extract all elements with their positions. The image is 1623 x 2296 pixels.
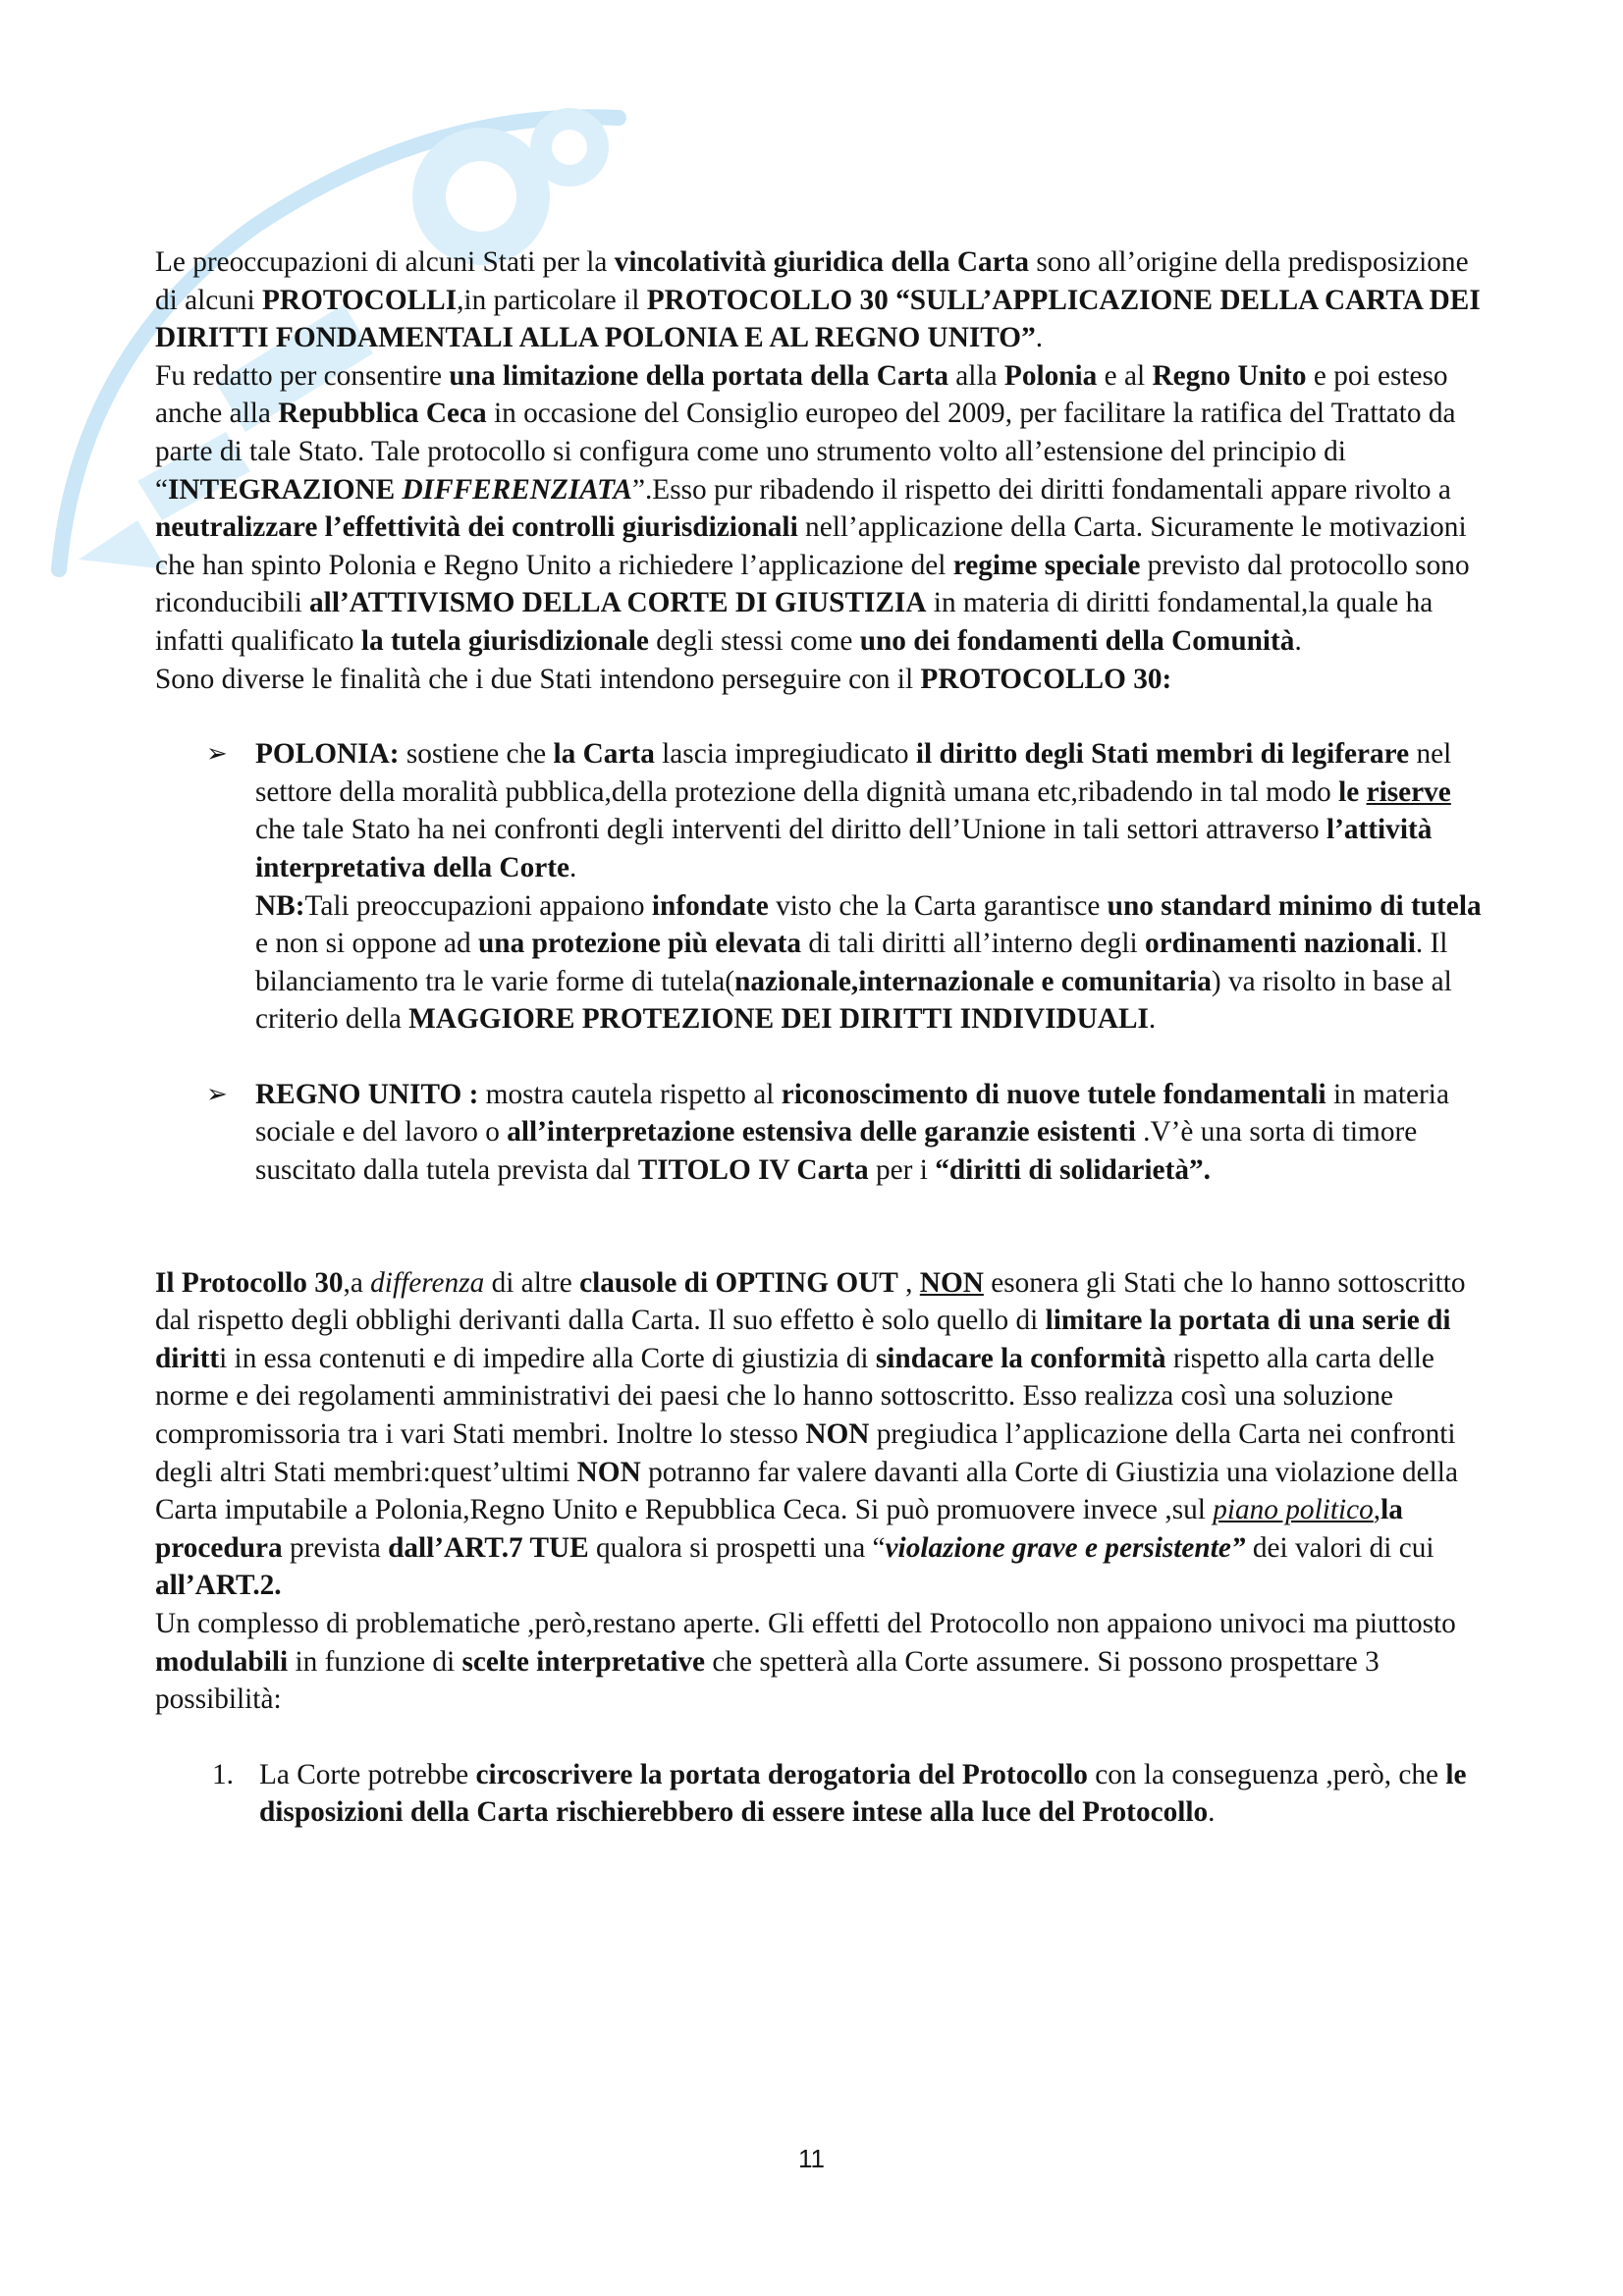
possibilities-list [155, 1756, 1483, 1832]
paragraph-aims: Sono diverse le finalità che i due Stati intendono perseguire con il PROTOCOLLO 30: [155, 663, 1172, 695]
paragraph-intro: Le preoccupazioni di alcuni Stati per la vincolatività giuridica della Carta sono all’origine della predisposizione di alcuni PROTOCOLLI,in particolare il PROTOCOLLO 30 “SULL’APPLICAZIONE DELLA CARTA DEI DIRITTI FONDAMENTALI ALLA POLONIA E AL REGNO UNITO”. [155, 246, 1481, 354]
list-number: 1. [212, 1758, 234, 1790]
page-number: 11 [798, 2144, 825, 2173]
paragraph-protocol-purpose: Fu redatto per consentire una limitazione della portata della Carta alla Polonia e al Regno Unito e poi esteso anche alla Repubblica Ceca in occasione del Consiglio europeo del 2009, per facilitare la ratifica del Trattato da parte di tale Stato. Tale protocollo si configura come uno strumento volto all’estensione del principio di “INTEGRAZIONE DIFFERENZIATA”.Esso pur ribadendo il rispetto dei diritti fondamentali appare rivolto a neutralizzare l’effettività dei controlli giurisdizionali nell’applicazione della Carta. Sicuramente le motivazioni che han spinto Polonia e Regno Unito a richiedere l’applicazione del regime speciale previsto dal protocollo sono riconducibili all’ATTIVISMO DELLA CORTE DI GIUSTIZIA in materia di diritti fondamental,la quale ha infatti qualificato la tutela giurisdizionale degli stessi come uno dei fondamenti della Comunità. [155, 359, 1470, 657]
arrow-bullet-icon: ➢ [206, 739, 228, 770]
state-positions-list [155, 735, 1483, 1190]
list-item-polonia: ➢ POLONIA: sostiene che la Carta lascia impregiudicato il diritto degli Stati membri di legiferare nel settore della moralità pubblica,della protezione della dignità umana etc,ribadendo in tal modo le riserve che tale Stato ha nei confronti degli interventi del diritto dell’Unione in tali settori attraverso l’attività interpretativa della Corte. NB:Tali preoccupazioni appaiono infondate visto che la Carta garantisce uno standard minimo di tutela e non si oppone ad una protezione più elevata di tali diritti all’interno degli ordinamenti nazionali. Il bilanciamento tra le varie forme di tutela(nazionale,internazionale e comunitaria) va risolto in base al criterio della MAGGIORE PROTEZIONE DEI DIRITTI INDIVIDUALI. [155, 735, 1483, 1039]
list-item-possibility-1: 1. La Corte potrebbe circoscrivere la portata derogatoria del Protocollo con la conseguenza ,però, che le disposizioni della Carta rischierebbero di essere intese alla luce del Protocollo. [155, 1756, 1483, 1832]
document-body [155, 243, 1483, 1832]
paragraph-protocol-effects: Il Protocollo 30,a differenza di altre clausole di OPTING OUT , NON esonera gli Stati che lo hanno sottoscritto dal rispetto degli obblighi derivanti dalla Carta. Il suo effetto è solo quello di limitare la portata di una serie di diritti in essa contenuti e di impedire alla Corte di giustizia di sindacare la conformità rispetto alla carta delle norme e dei regolamenti amministrativi dei paesi che lo hanno sottoscritto. Esso realizza così una soluzione compromissoria tra i vari Stati membri. Inoltre lo stesso NON pregiudica l’applicazione della Carta nei confronti degli altri Stati membri:quest’ultimi NON potranno far valere davanti alla Corte di Giustizia una violazione della Carta imputabile a Polonia,Regno Unito e Repubblica Ceca. Si può promuovere invece ,sul piano politico,la procedura prevista dall’ART.7 TUE qualora si prospetti una “violazione grave e persistente” dei valori di cui all’ART.2. [155, 1266, 1466, 1602]
arrow-bullet-icon: ➢ [206, 1079, 228, 1109]
list-item-regno-unito: ➢ REGNO UNITO : mostra cautela rispetto al riconoscimento di nuove tutele fondamentali in materia sociale e del lavoro o all’interpretazione estensiva delle garanzie esistenti .V’è una sorta di timore suscitato dalla tutela prevista dal TITOLO IV Carta per i “diritti di solidarietà”. [155, 1076, 1483, 1190]
paragraph-open-issues: Un complesso di problematiche ,però,restano aperte. Gli effetti del Protocollo non appaiono univoci ma piuttosto modulabili in funzione di scelte interpretative che spetterà alla Corte assumere. Si possono prospettare 3 possibilità: [155, 1608, 1456, 1716]
